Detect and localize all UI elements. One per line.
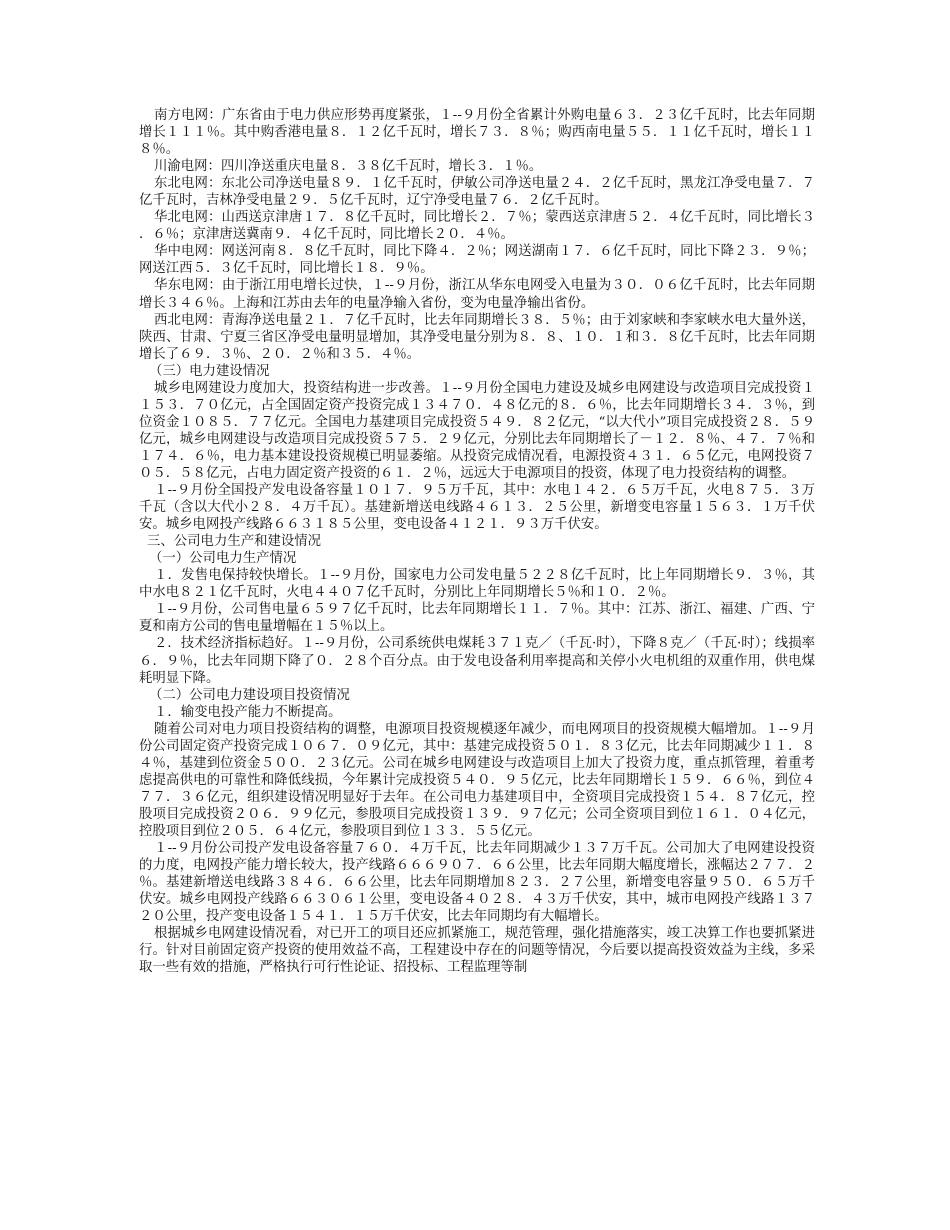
section-heading-power-construction: （三）电力建设情况 bbox=[149, 363, 270, 379]
document-body bbox=[139, 107, 815, 976]
paragraph-investment-overview: 城乡电网建设力度加大，投资结构进一步改善。１--９月份全国电力建设及城乡电网建设与改造项目完成投资１１５３．７０亿元，占全国固定资产投资完成１３４７０．４８亿元的８．６％，比去年同期增长３４．３％，到位资金１０８５．７７亿元。全国电力基建项目完成投资５４９．８２亿元，“以大代小”项目完成投资２８．５９亿元，城乡电网建设与改造项目完成投资５７５．２９亿元，分别比去年同期增长了－１２．８％、４７．７％和１７４．６％，电力基本建设投资规模已明显萎缩。从投资完成情况看，电源投资４３１．６５亿元，电网投资７０５．５８亿元，占电力固定资产投资的６１．２％，远远大于电源项目的投资，体现了电力投资结构的调整。 bbox=[139, 380, 815, 481]
paragraph-central-china-grid: 华中电网：网送河南８．８亿千瓦时，同比下降４．２％；网送湖南１７．６亿千瓦时，同比下降２３．９％；网送江西５．３亿千瓦时，同比增长１８．９％。 bbox=[139, 244, 815, 277]
paragraph-east-china-grid: 华东电网：由于浙江用电增长过快，１--９月份，浙江从华东电网受入电量为３０．０６亿千瓦时，比去年同期增长３４６％。上海和江苏由去年的电量净输入省份，变为电量净输出省份。 bbox=[139, 278, 815, 311]
paragraph-technical-indicators: ２．技术经济指标趋好。１--９月份，公司系统供电煤耗３７１克／（千瓦·时），下降８克／（千瓦·时）；线损率６．９％，比去年同期下降了０．２８个百分点。由于发电设备利用率提高和关停小火电机组的双重作用，供电煤耗明显下降。 bbox=[139, 636, 815, 686]
subsection-heading-investment: （二）公司电力建设项目投资情况 bbox=[149, 687, 350, 703]
paragraph-generation-growth: １．发售电保持较快增长。１--９月份，国家电力公司发电量５２２８亿千瓦时，比上年同期增长９．３％，其中水电８２１亿千瓦时，火电４４０７亿千瓦时，分别比上年同期增长５％和１０．２％。 bbox=[139, 568, 815, 601]
paragraph-grid-construction-outlook: 根据城乡电网建设情况看，对已开工的项目还应抓紧施工，规范管理，强化措施落实，竣工决算工作也要抓紧进行。针对目前固定资产投资的使用效益不高，工程建设中存在的问题等情况，今后要以提高投资效益为主线，多采取一些有效的措施，严格执行可行性论证、招投标、工程监理等制 bbox=[139, 926, 815, 976]
paragraph-southern-grid: 南方电网：广东省由于电力供应形势再度紧张，１--９月份全省累计外购电量６３．２３亿千瓦时，比去年同期增长１１１％。其中购香港电量８．１２亿千瓦时，增长７３．８％；购西南电量５５．１１亿千瓦时，增长１１８％。 bbox=[139, 108, 815, 158]
paragraph-national-capacity: １--９月份全国投产发电设备容量１０１７．９５万千瓦，其中：水电１４２．６５万千瓦，火电８７５．３万千瓦（含以大代小２８．４万千瓦）。基建新增送电线路４６１３．２５公里，新增变电容量１５６３．１万千伏安。城乡电网投产线路６６３１８５公里，变电设备４１２１．９３万千伏安。 bbox=[139, 483, 815, 533]
subsection-heading-production: （一）公司电力生产情况 bbox=[149, 551, 297, 567]
paragraph-north-china-grid: 华北电网：山西送京津唐１７．８亿千瓦时，同比增长２．７％；蒙西送京津唐５２．４亿千瓦时，同比增长３．６％；京津唐送冀南９．４亿千瓦时，同比增长２０．４％。 bbox=[139, 210, 815, 243]
paragraph-northeast-grid: 东北电网：东北公司净送电量８９．１亿千瓦时，伊敏公司净送电量２４．２亿千瓦时，黑龙江净受电量７．７亿千瓦时，吉林净受电量２９．５亿千瓦时，辽宁净受电量７６．２亿千瓦时。 bbox=[139, 176, 815, 209]
paragraph-company-investment: 随着公司对电力项目投资结构的调整，电源项目投资规模逐年减少，而电网项目的投资规模大幅增加。１--９月份公司固定资产投资完成１０６７．０９亿元，其中：基建完成投资５０１．８３亿元，比去年同期减少１１．８４％，基建到位资金５００．２３亿元。公司在城乡电网建设与改造项目上加大了投资力度，重点抓管理，着重考虑提高供电的可靠性和降低线损，今年累计完成投资５４０．９５亿元，比去年同期增长１５９．６６％，到位４７７．３６亿元，组织建设情况明显好于去年。在公司电力基建项目中，全资项目完成投资１５４．８７亿元，控股项目完成投资２０６．９９亿元，参股项目完成投资１３９．９７亿元；公司全资项目到位１６１．０４亿元，控股项目到位２０５．６４亿元，参股项目到位１３３．５５亿元。 bbox=[139, 721, 815, 839]
paragraph-northwest-grid: 西北电网：青海净送电量２１．７亿千瓦时，比去年同期增长３８．５％；由于刘家峡和李家峡水电大量外送，陕西、甘肃、宁夏三省区净受电量明显增加，其净受电量分别为８．８、１０．１和３．８亿千瓦时，比去年同期增长了６９．３％、２０．２％和３５．４％。 bbox=[139, 312, 815, 362]
paragraph-transmission-capacity-title: １．输变电投产能力不断提高。 bbox=[154, 704, 342, 720]
paragraph-company-capacity: １--９月份公司投产发电设备容量７６０．４万千瓦，比去年同期减少１３７万千瓦。公司加大了电网建设投资的力度，电网投产能力增长较大，投产线路６６６９０７．６６公里，比去年同期大幅度增长，涨幅达２７７．２％。基建新增送电线路３８４６．６６公里，比去年同期增加８２３．２７公里，新增变电容量９５０．６５万千伏安。城乡电网投产线路６６３０６１公里，变电设备４０２８．４３万千伏安，其中，城市电网投产线路１３７２０公里，投产变电设备１５４１．１５万千伏安，比去年同期均有大幅增长。 bbox=[139, 841, 815, 925]
section-heading-company-production: 三、公司电力生产和建设情况 bbox=[147, 534, 322, 550]
paragraph-sales-growth: １--９月份，公司售电量６５９７亿千瓦时，比去年同期增长１１．７％。其中：江苏、浙江、福建、广西、宁夏和南方公司的售电量增幅在１５％以上。 bbox=[139, 602, 815, 635]
paragraph-chuanyu-grid: 川渝电网：四川净送重庆电量８．３８亿千瓦时，增长３．１％。 bbox=[154, 159, 543, 175]
